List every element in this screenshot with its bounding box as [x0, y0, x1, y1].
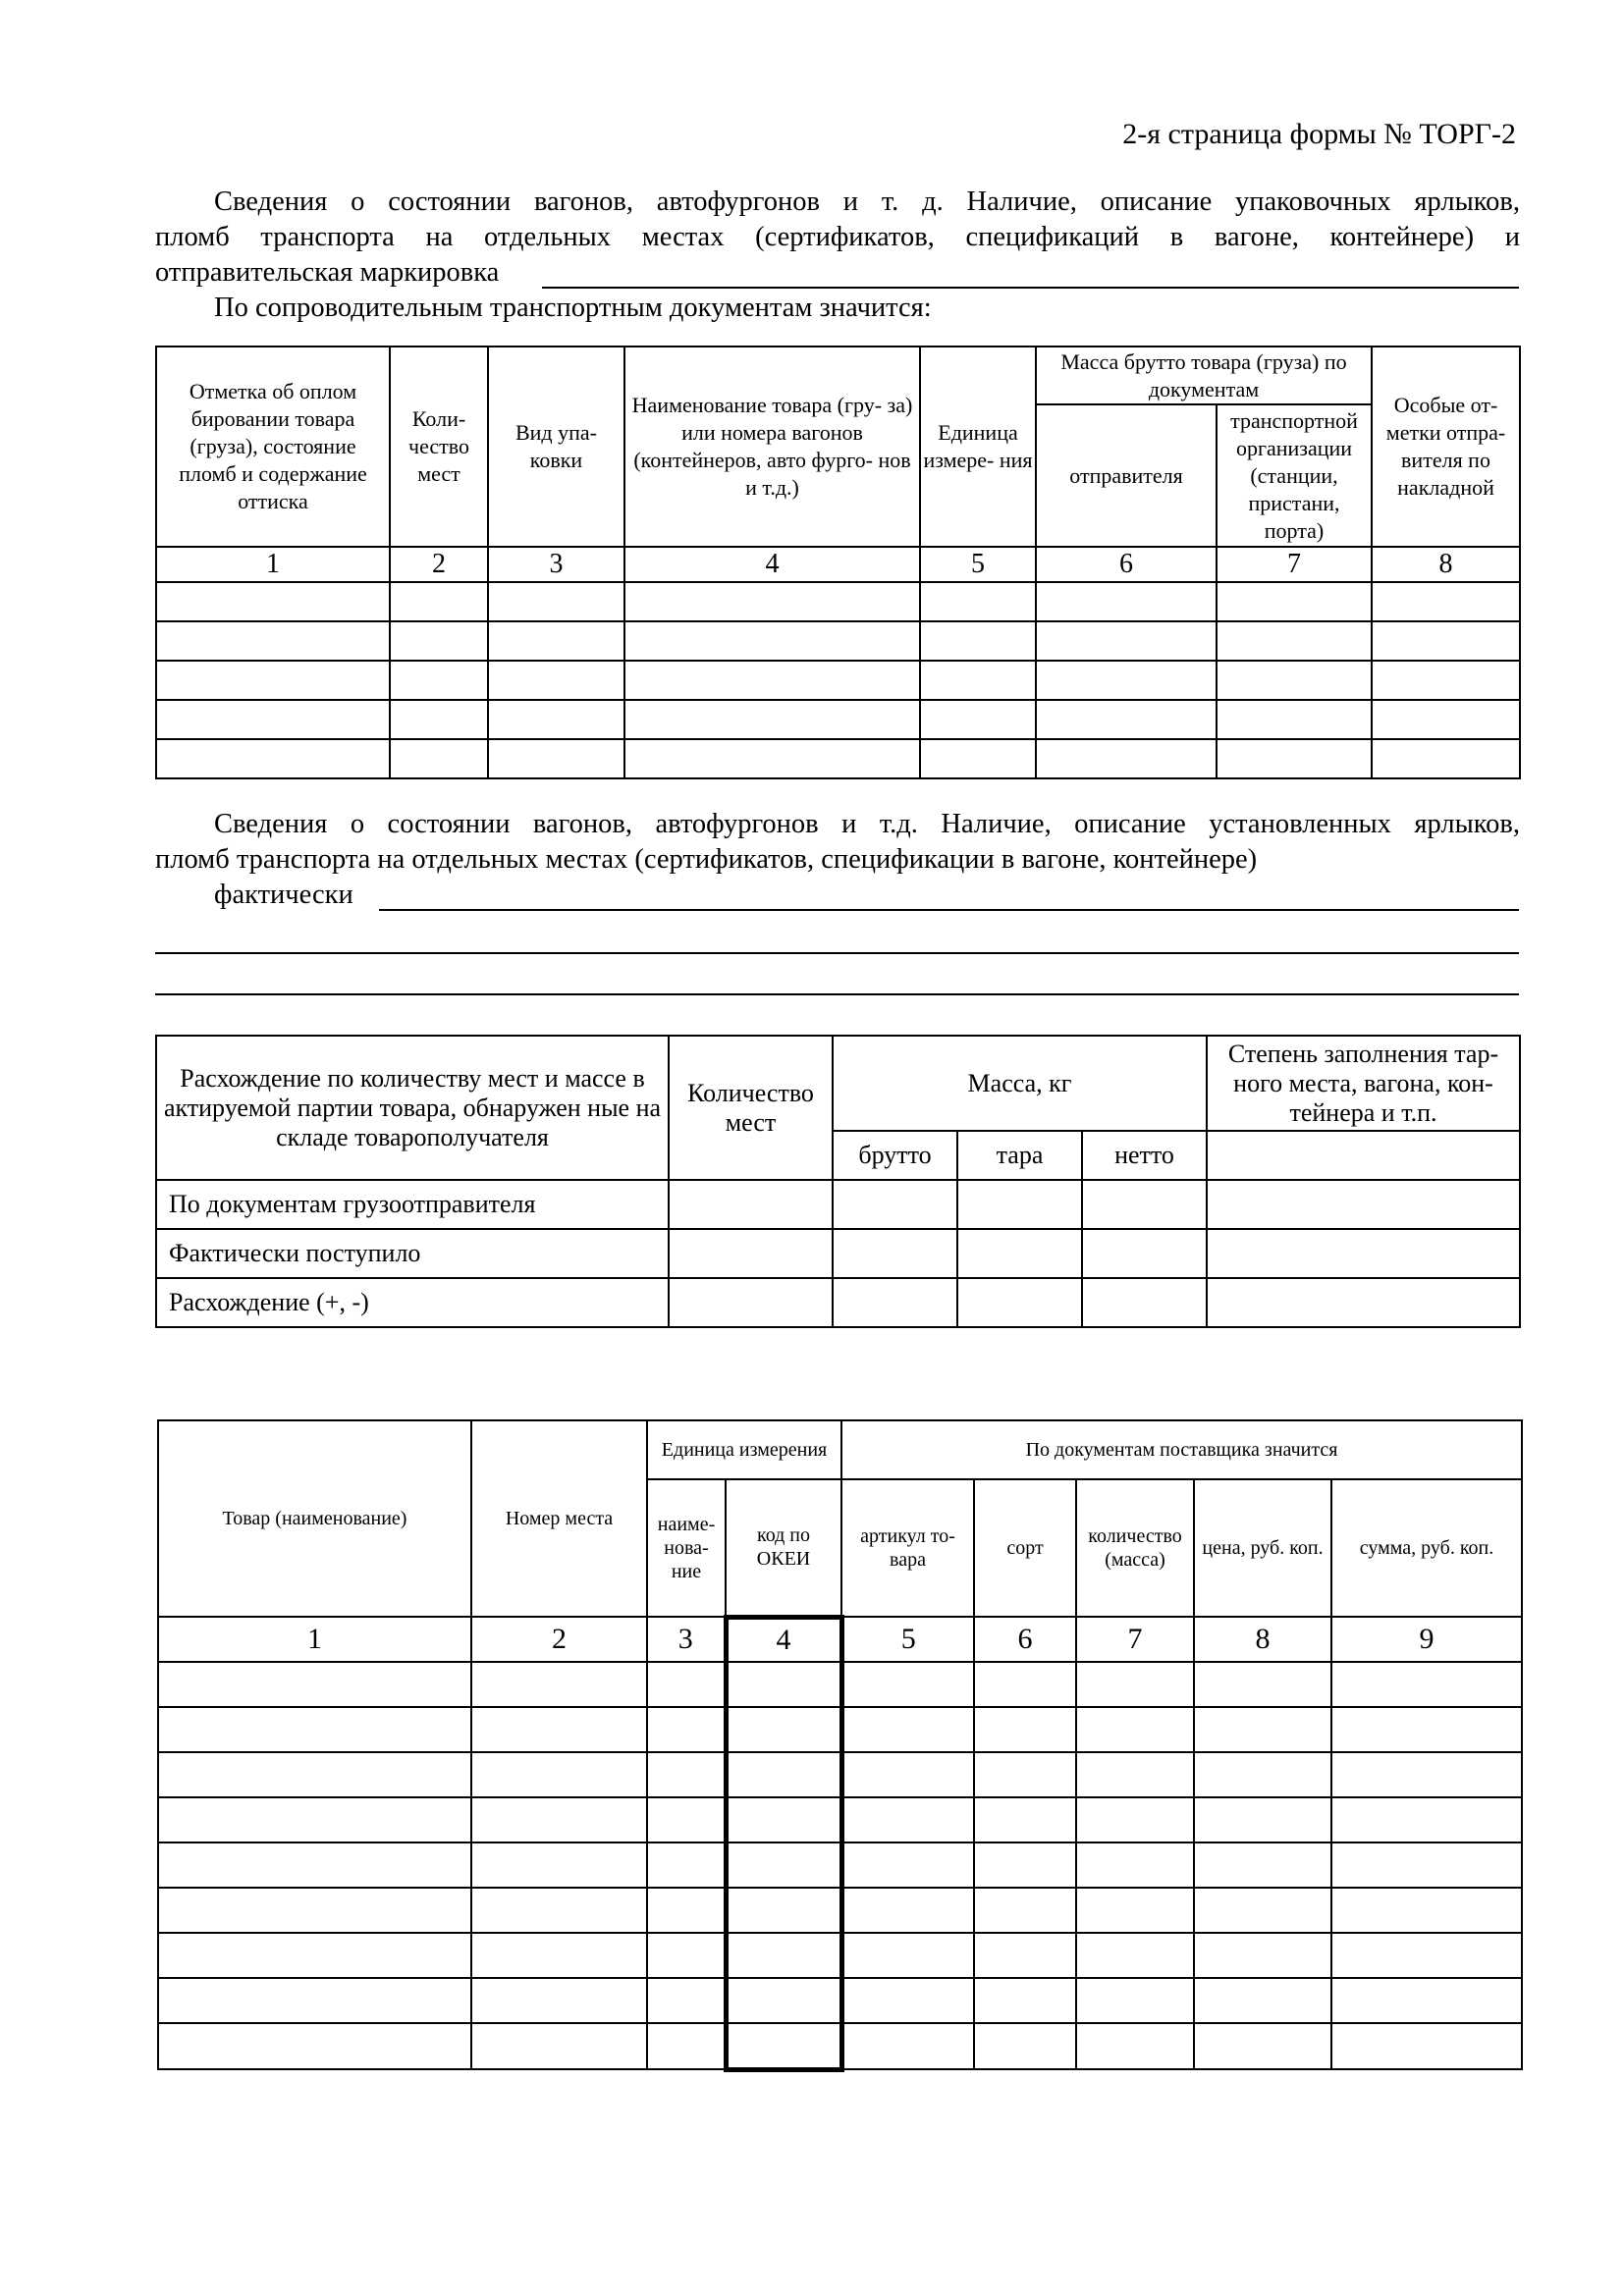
t1-cell[interactable] [488, 739, 624, 778]
t1-header-transport-org: транспортной организации (станции, пристани, порта) [1217, 404, 1372, 547]
t1-cell[interactable] [1372, 582, 1520, 621]
t1-col-number: 7 [1217, 547, 1372, 582]
t3-cell[interactable] [841, 1662, 974, 1707]
t3-okei-cell[interactable] [726, 2023, 841, 2070]
t2-cell[interactable] [1207, 1229, 1520, 1278]
t1-cell[interactable] [1372, 700, 1520, 739]
t3-col-number: 3 [647, 1617, 726, 1662]
t3-okei-cell[interactable] [726, 1752, 841, 1797]
t3-col-number: 4 [726, 1617, 841, 1662]
t3-cell[interactable] [1194, 1797, 1331, 1842]
t2-row [156, 1278, 1520, 1327]
t2-row [156, 1180, 1520, 1229]
t3-header-sort: сорт [974, 1479, 1076, 1617]
t3-cell[interactable] [841, 1933, 974, 1978]
t1-header-places: Коли- чество мест [390, 347, 488, 547]
t1-cell[interactable] [1036, 700, 1217, 739]
t3-row [158, 1797, 1522, 1842]
t3-cell[interactable] [1194, 1707, 1331, 1752]
t2-cell[interactable] [833, 1278, 957, 1327]
section1-line1: Сведения о состоянии вагонов, автофургонов и т. д. Наличие, описание упаковочных ярлыков, [214, 187, 1520, 217]
t3-cell[interactable] [471, 1662, 647, 1707]
t3-cell[interactable] [1331, 1933, 1522, 1978]
t3-cell[interactable] [974, 1797, 1076, 1842]
t3-cell[interactable] [974, 1842, 1076, 1888]
t3-header-article: артикул то- вара [841, 1479, 974, 1617]
t1-cell[interactable] [390, 661, 488, 700]
t1-cell[interactable] [156, 739, 390, 778]
t3-cell[interactable] [1076, 1842, 1194, 1888]
t3-cell[interactable] [1076, 1752, 1194, 1797]
t3-cell[interactable] [974, 2023, 1076, 2070]
t3-row [158, 1752, 1522, 1797]
t3-header-place-number: Номер места [471, 1420, 647, 1617]
t2-cell[interactable] [1207, 1180, 1520, 1229]
t1-cell[interactable] [1036, 621, 1217, 661]
t1-cell[interactable] [390, 621, 488, 661]
t2-cell[interactable] [957, 1180, 1082, 1229]
t2-cell[interactable] [957, 1278, 1082, 1327]
t1-cell[interactable] [488, 661, 624, 700]
t1-cell[interactable] [1372, 621, 1520, 661]
t1-cell[interactable] [390, 582, 488, 621]
t3-col-number: 7 [1076, 1617, 1194, 1662]
marking-fill-line[interactable] [542, 287, 1519, 289]
t1-cell[interactable] [488, 700, 624, 739]
t2-header-places: Количество мест [669, 1036, 833, 1180]
t1-cell[interactable] [1217, 700, 1372, 739]
transport-documents-table [155, 346, 1521, 779]
section2-text [155, 807, 1520, 913]
page-title: 2-я страница формы № ТОРГ-2 [1122, 118, 1516, 150]
t3-cell[interactable] [471, 2023, 647, 2070]
t3-cell[interactable] [471, 1797, 647, 1842]
section1-text [155, 185, 1520, 326]
t1-cell[interactable] [390, 739, 488, 778]
t3-cell[interactable] [1331, 1842, 1522, 1888]
t3-row [158, 1888, 1522, 1933]
t1-row [156, 621, 1520, 661]
actual-fill-line-3[interactable] [155, 993, 1519, 995]
t2-cell[interactable] [1207, 1278, 1520, 1327]
t3-col-number: 9 [1331, 1617, 1522, 1662]
t1-header-seal: Отметка об оплом бировании товара (груза), состояние пломб и содержание оттиска [156, 347, 390, 547]
t3-row [158, 1842, 1522, 1888]
t3-cell[interactable] [974, 1933, 1076, 1978]
t3-header-supplier-group: По документам поставщика значится [841, 1420, 1522, 1479]
t1-cell[interactable] [624, 700, 920, 739]
t3-cell[interactable] [647, 1888, 726, 1933]
t3-okei-cell[interactable] [726, 1888, 841, 1933]
t3-cell[interactable] [1194, 1888, 1331, 1933]
t3-cell[interactable] [471, 1888, 647, 1933]
t3-cell[interactable] [647, 1978, 726, 2023]
t3-header-unit-group: Единица измерения [647, 1420, 841, 1479]
t1-col-number: 5 [920, 547, 1036, 582]
t1-cell[interactable] [920, 621, 1036, 661]
t1-col-number: 1 [156, 547, 390, 582]
t1-cell[interactable] [624, 582, 920, 621]
section1-line4: По сопроводительным транспортным документам значится: [214, 293, 932, 323]
t1-cell[interactable] [156, 582, 390, 621]
t3-col-number: 1 [158, 1617, 471, 1662]
t3-cell[interactable] [1331, 1662, 1522, 1707]
t3-cell[interactable] [841, 2023, 974, 2070]
t3-header-goods: Товар (наименование) [158, 1420, 471, 1617]
actual-fill-line[interactable] [379, 909, 1519, 911]
t1-cell[interactable] [1217, 661, 1372, 700]
t3-cell[interactable] [841, 1707, 974, 1752]
t1-cell[interactable] [920, 739, 1036, 778]
t3-cell[interactable] [1076, 1797, 1194, 1842]
t3-row [158, 1933, 1522, 1978]
t2-cell[interactable] [1082, 1278, 1207, 1327]
t2-cell[interactable] [1207, 1131, 1520, 1180]
t3-cell[interactable] [471, 1752, 647, 1797]
t1-cell[interactable] [920, 582, 1036, 621]
t3-cell[interactable] [158, 1842, 471, 1888]
t3-cell[interactable] [471, 1707, 647, 1752]
t3-okei-cell[interactable] [726, 1978, 841, 2023]
t3-cell[interactable] [1076, 1662, 1194, 1707]
t3-col-number: 6 [974, 1617, 1076, 1662]
t3-cell[interactable] [158, 1707, 471, 1752]
t3-cell[interactable] [1194, 2023, 1331, 2070]
t1-cell[interactable] [920, 700, 1036, 739]
t2-row-label: Фактически поступило [156, 1229, 669, 1278]
t3-cell[interactable] [1076, 2023, 1194, 2070]
section2-line1: Сведения о состоянии вагонов, автофургонов и т.д. Наличие, описание установленных ярлыков, [214, 809, 1520, 839]
t2-cell[interactable] [833, 1180, 957, 1229]
t3-header-qty: количество (масса) [1076, 1479, 1194, 1617]
t3-okei-cell[interactable] [726, 1933, 841, 1978]
t3-cell[interactable] [841, 1842, 974, 1888]
t2-header-brutto: брутто [833, 1131, 957, 1180]
t3-cell[interactable] [1194, 1752, 1331, 1797]
t3-cell[interactable] [471, 1978, 647, 2023]
t1-row [156, 582, 1520, 621]
t3-cell[interactable] [158, 1752, 471, 1797]
t3-cell[interactable] [974, 1707, 1076, 1752]
t3-cell[interactable] [471, 1842, 647, 1888]
t1-header-notes: Особые от- метки отпра- вителя по накладной [1372, 347, 1520, 547]
t3-cell[interactable] [647, 1752, 726, 1797]
t2-cell[interactable] [669, 1278, 833, 1327]
t3-cell[interactable] [158, 1978, 471, 2023]
t1-cell[interactable] [1372, 739, 1520, 778]
t1-cell[interactable] [1217, 621, 1372, 661]
t1-header-unit: Единица измере- ния [920, 347, 1036, 547]
supplier-goods-table [157, 1419, 1523, 2072]
t1-row [156, 700, 1520, 739]
discrepancy-table [155, 1035, 1521, 1328]
section2-line2: пломб транспорта на отдельных местах (сертификатов, спецификации в вагоне, контейнере) [155, 844, 1258, 875]
t3-cell[interactable] [158, 1933, 471, 1978]
t2-cell[interactable] [1082, 1180, 1207, 1229]
t3-header-sum: сумма, руб. коп. [1331, 1479, 1522, 1617]
t1-col-number: 6 [1036, 547, 1217, 582]
t1-cell[interactable] [156, 700, 390, 739]
t3-cell[interactable] [647, 1797, 726, 1842]
t2-header-discrepancy: Расхождение по количеству мест и массе в актируемой партии товара, обнаружен ные на складе товарополучателя [156, 1036, 669, 1180]
t3-cell[interactable] [974, 1888, 1076, 1933]
t1-col-number: 2 [390, 547, 488, 582]
t1-cell[interactable] [156, 621, 390, 661]
t3-cell[interactable] [974, 1752, 1076, 1797]
t3-okei-cell[interactable] [726, 1842, 841, 1888]
t3-row [158, 2023, 1522, 2070]
t1-header-goods: Наименование товара (гру- за) или номера вагонов (контейнеров, авто фурго- нов и т.д.) [624, 347, 920, 547]
t2-header-netto: нетто [1082, 1131, 1207, 1180]
t3-cell[interactable] [647, 1933, 726, 1978]
t2-cell[interactable] [957, 1229, 1082, 1278]
t3-cell[interactable] [1331, 1888, 1522, 1933]
t3-cell[interactable] [471, 1933, 647, 1978]
t3-cell[interactable] [158, 1888, 471, 1933]
t1-header-sender: отправителя [1036, 404, 1217, 547]
t3-cell[interactable] [158, 1797, 471, 1842]
t3-cell[interactable] [1331, 1707, 1522, 1752]
t2-header-tara: тара [957, 1131, 1082, 1180]
t2-row-label: По документам грузоотправителя [156, 1180, 669, 1229]
section1-line2: пломб транспорта на отдельных местах (сертификатов, спецификаций в вагоне, контейнере) и [155, 222, 1520, 252]
section1-line3: отправительская маркировка [155, 257, 500, 288]
t3-col-number: 2 [471, 1617, 647, 1662]
t2-cell[interactable] [669, 1229, 833, 1278]
t1-cell[interactable] [1036, 739, 1217, 778]
t3-row [158, 1662, 1522, 1707]
t3-header-unit-name: наиме- нова- ние [647, 1479, 726, 1617]
t3-header-price: цена, руб. коп. [1194, 1479, 1331, 1617]
t1-cell[interactable] [624, 739, 920, 778]
t3-row [158, 1978, 1522, 2023]
t1-cell[interactable] [1217, 739, 1372, 778]
t1-header-mass-group: Масса брутто товара (груза) по документам [1036, 347, 1372, 404]
t3-cell[interactable] [158, 2023, 471, 2070]
t3-cell[interactable] [1076, 1707, 1194, 1752]
t1-cell[interactable] [1217, 582, 1372, 621]
t3-cell[interactable] [974, 1978, 1076, 2023]
t2-row [156, 1229, 1520, 1278]
t2-cell[interactable] [669, 1180, 833, 1229]
t1-cell[interactable] [920, 661, 1036, 700]
t1-col-number: 3 [488, 547, 624, 582]
t3-cell[interactable] [1194, 1978, 1331, 2023]
t2-row-label: Расхождение (+, -) [156, 1278, 669, 1327]
t3-cell[interactable] [1331, 1752, 1522, 1797]
t3-cell[interactable] [158, 1662, 471, 1707]
t3-header-okei: код по ОКЕИ [726, 1479, 841, 1617]
t3-cell[interactable] [1331, 1797, 1522, 1842]
t1-cell[interactable] [1372, 661, 1520, 700]
t1-col-number: 4 [624, 547, 920, 582]
t1-col-number: 8 [1372, 547, 1520, 582]
t3-cell[interactable] [1076, 1933, 1194, 1978]
t1-cell[interactable] [156, 661, 390, 700]
t3-cell[interactable] [974, 1662, 1076, 1707]
t1-cell[interactable] [488, 582, 624, 621]
t2-cell[interactable] [833, 1229, 957, 1278]
t3-cell[interactable] [1331, 1978, 1522, 2023]
t3-cell[interactable] [841, 1888, 974, 1933]
t3-row [158, 1707, 1522, 1752]
t1-header-packaging: Вид упа- ковки [488, 347, 624, 547]
t1-cell[interactable] [624, 621, 920, 661]
t2-header-mass: Масса, кг [833, 1036, 1207, 1131]
t1-row [156, 661, 1520, 700]
t1-cell[interactable] [488, 621, 624, 661]
t1-cell[interactable] [624, 661, 920, 700]
t1-cell[interactable] [1036, 582, 1217, 621]
t3-cell[interactable] [841, 1797, 974, 1842]
t3-cell[interactable] [841, 1752, 974, 1797]
t3-cell[interactable] [1194, 1842, 1331, 1888]
t3-cell[interactable] [647, 2023, 726, 2070]
t3-okei-cell[interactable] [726, 1707, 841, 1752]
t3-cell[interactable] [1076, 1978, 1194, 2023]
t3-cell[interactable] [647, 1707, 726, 1752]
t3-cell[interactable] [647, 1842, 726, 1888]
t3-cell[interactable] [1076, 1888, 1194, 1933]
t3-col-number: 8 [1194, 1617, 1331, 1662]
t3-cell[interactable] [647, 1662, 726, 1707]
section2-line3: фактически [214, 880, 353, 910]
t3-col-number: 5 [841, 1617, 974, 1662]
t3-cell[interactable] [1331, 2023, 1522, 2070]
t1-cell[interactable] [390, 700, 488, 739]
t3-cell[interactable] [841, 1978, 974, 2023]
t2-header-degree: Степень заполнения тар- ного места, вагона, кон- тейнера и т.п. [1207, 1036, 1520, 1131]
actual-fill-line-2[interactable] [155, 952, 1519, 954]
t1-row [156, 739, 1520, 778]
t3-cell[interactable] [1194, 1933, 1331, 1978]
t1-cell[interactable] [1036, 661, 1217, 700]
t3-cell[interactable] [1194, 1662, 1331, 1707]
t3-okei-cell[interactable] [726, 1797, 841, 1842]
t3-okei-cell[interactable] [726, 1662, 841, 1707]
t2-cell[interactable] [1082, 1229, 1207, 1278]
